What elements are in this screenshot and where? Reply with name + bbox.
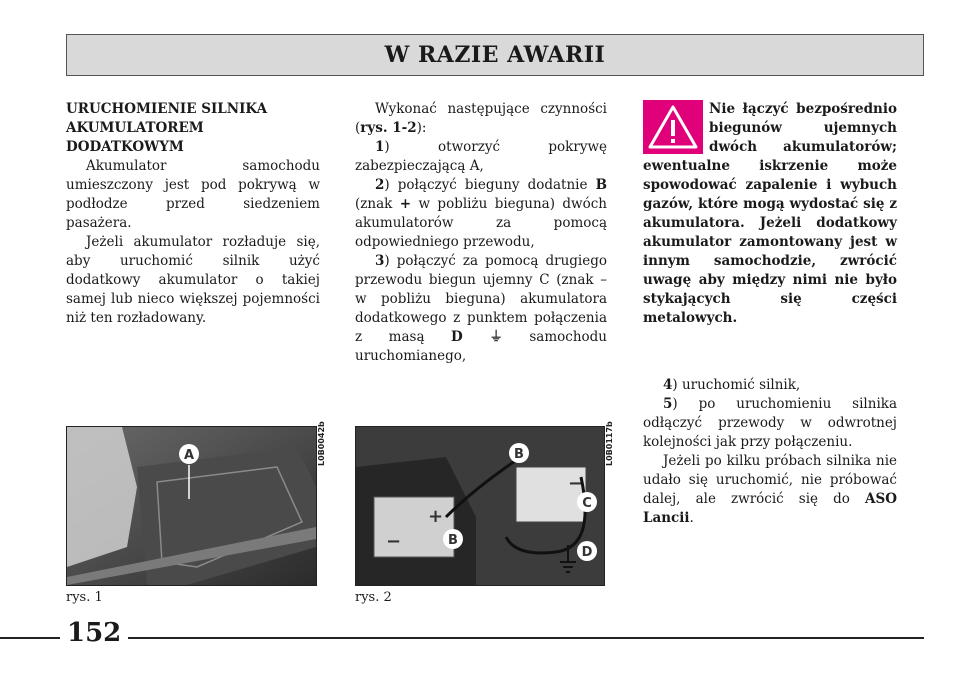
warning-text: Nie łączyć bezpośrednio biegunów ujemnych dwóch akumulatorów; ewentualne iskrzenie może spowodować zapalenie i wybuch gazów, które mogą wydostać się z akumulatora. Jeżeli dodatkowy akumulator zamontowany jest w innym samochodzie, zwrócić uwagę aby między nimi nie było stykających się części metalowych. bbox=[643, 101, 897, 326]
warning-exclamation-bar bbox=[671, 120, 675, 136]
footer-rule-left bbox=[0, 637, 60, 639]
step-text: ) otworzyć pokrywę zabezpieczającą A, bbox=[355, 139, 607, 174]
warning-box bbox=[643, 100, 897, 328]
page-number: 152 bbox=[67, 618, 122, 648]
callout-d-label: D bbox=[581, 545, 593, 560]
step-2 bbox=[355, 176, 607, 252]
step-number: 3 bbox=[375, 253, 385, 269]
warning-icon bbox=[643, 100, 703, 154]
paragraph-auxiliary-battery: Jeżeli akumulator rozładuje się, aby uruchomić silnik użyć dodatkowy akumulator o takiej samej lub nieco większej pojemności niż ten rozładowany. bbox=[66, 234, 320, 326]
step-number: 5 bbox=[663, 396, 673, 412]
figure-2-caption: rys. 2 bbox=[355, 590, 392, 605]
figure-1-caption: rys. 1 bbox=[66, 590, 103, 605]
step-text: ) po uruchomieniu silnika odłączyć przewody w odwrotnej kolejności jak przy połączeniu. bbox=[643, 396, 897, 450]
floor-cover-illustration bbox=[67, 427, 316, 585]
step-text: samochodu uruchomianego, bbox=[355, 329, 608, 364]
ground-icon: ⏚ bbox=[489, 329, 503, 345]
terminal-b-label: B bbox=[595, 177, 607, 193]
step-text: ) uruchomić silnik, bbox=[672, 377, 801, 393]
steps-intro bbox=[355, 100, 607, 138]
callout-b-top-label: B bbox=[514, 447, 524, 462]
figure-2-battery-connection bbox=[355, 426, 605, 586]
intro-text-end: ): bbox=[416, 120, 427, 136]
paragraph-battery-location: Akumulator samochodu umieszczony jest pod pokrywą w podłodze przed siedzeniem pasażera. bbox=[66, 158, 320, 231]
step-3 bbox=[355, 252, 607, 366]
column-2 bbox=[355, 100, 607, 366]
step-5 bbox=[643, 395, 897, 452]
step-text: ) połączyć za pomocą drugiego przewodu biegun ujemny C (znak – w pobliżu bieguna) akumulatora dodatkowego z punktem połączenia z masą bbox=[355, 253, 607, 345]
callout-b-bottom-label: B bbox=[448, 533, 458, 548]
note-text: Jeżeli po kilku próbach silnika nie udało się uruchomić, nie próbować dalej, ale zwrócić się do bbox=[643, 453, 897, 507]
section-title: W RAZIE AWARII bbox=[384, 42, 606, 68]
procedure-heading: URUCHOMIENIE SILNIKA AKUMULATOREM DODATKOWYM bbox=[66, 101, 268, 155]
figure-1-floor-cover bbox=[66, 426, 317, 586]
step-1 bbox=[355, 138, 607, 176]
step-text: w pobliżu bieguna) dwóch akumulatorów za pomocą odpowiedniego przewodu, bbox=[355, 196, 607, 250]
plus-sign: + bbox=[399, 196, 412, 212]
figure-reference: rys. 1-2 bbox=[360, 120, 417, 136]
battery-connection-illustration bbox=[356, 427, 604, 585]
step-number: 4 bbox=[663, 377, 673, 393]
service-name: ASO Lancii bbox=[643, 491, 897, 526]
step-4 bbox=[643, 376, 897, 395]
aux-battery-minus: − bbox=[568, 473, 584, 494]
step-text: (znak bbox=[355, 196, 400, 212]
callout-c-label: C bbox=[582, 496, 592, 511]
warning-exclamation-dot bbox=[671, 139, 675, 143]
seat-shape bbox=[67, 427, 137, 567]
column-3-steps bbox=[643, 376, 897, 528]
terminal-d-label: D bbox=[451, 329, 463, 345]
step-text: ) połączyć bieguny dodatnie bbox=[384, 177, 596, 193]
step-number: 2 bbox=[375, 177, 385, 193]
note-text-end: . bbox=[689, 510, 694, 526]
figure-1-code: L0B0042b bbox=[317, 421, 326, 466]
car-battery-plus: + bbox=[428, 506, 444, 527]
intro-text: Wykonać następujące czynności ( bbox=[355, 101, 607, 136]
step-number: 1 bbox=[375, 139, 385, 155]
footer-rule-right bbox=[128, 637, 924, 639]
section-header bbox=[66, 34, 924, 76]
callout-a-label: A bbox=[183, 448, 195, 463]
service-note bbox=[643, 452, 897, 528]
car-battery-minus: − bbox=[386, 531, 402, 552]
figure-2-code: L0B0117b bbox=[605, 421, 614, 466]
column-1 bbox=[66, 100, 320, 328]
